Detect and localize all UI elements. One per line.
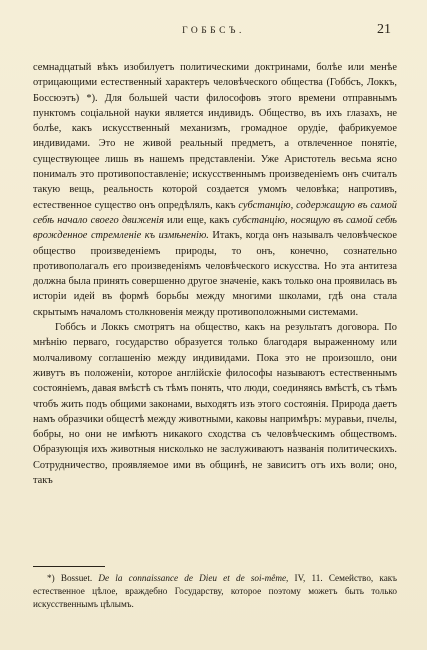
running-head: ГОББСЪ. (182, 26, 245, 36)
footnote-rule (33, 566, 105, 567)
text-run: *) Bossuet. (47, 573, 99, 583)
text-run: IV, 11. Семейство, какъ естественное цѣлое, враждебно Государству, которое поэтому можетъ быть только искусственнымъ цѣлымъ. (33, 573, 398, 609)
page-number: 21 (377, 22, 391, 37)
footnote (33, 572, 397, 611)
footnote-text (33, 572, 397, 611)
italic-run: субстанцію, содержащую въ самой себѣ начало своего движенія (33, 199, 397, 226)
italic-run: субстанцію, носящую въ самой себѣ врожденное стремленіе къ измѣненію. (33, 214, 397, 242)
paragraph-2 (33, 320, 397, 488)
italic-run: De la connaissance de Dieu et de soi-même, (98, 573, 289, 583)
text-run: Гоббсъ и Локкъ смотрятъ на общество, какъ на результатъ договора. По мнѣнію перваго, государство образуется только благодаря выраженному или молчаливому соглашенію между индивидами. Пока это не произошло, они живутъ въ положеніи, которое англійскіе философы называютъ естественнымъ состояніемъ, давая вмѣстѣ съ тѣмъ понять, что люди, соединяясь вмѣстѣ, съ тѣмъ чтобъ жить подъ общими законами, выходятъ изъ этого состоянія. Природа даетъ намъ образчики общестѣ между животными, каковы напримѣръ: муравьи, пчелы, бобры, но они не имѣютъ никакого сходства съ человѣческимъ обществомъ. Образующія ихъ животныя нисколько не заслуживаютъ названія политическихъ. Сотрудничество, проявляемое ими въ общинѣ, не зависитъ отъ ихъ воли; оно, такъ (33, 322, 397, 487)
paragraph-1 (33, 60, 397, 320)
text-run: Итакъ, когда онъ называлъ человѣческое общество произведеніемъ природы, то онъ, конечно, сознательно противополагалъ его произведеніямъ человѣческого искусства. Но эта антитеза должна была принять совершенно другое значеніе, какъ только она проявилась въ исторіи идей въ формѣ борьбы между многими школами, гдѣ она стала скрытымъ началомъ столкновенія между противоположными системами. (33, 230, 397, 318)
text-run: семнадцатый вѣкъ изобилуетъ политическими доктринами, болѣе или менѣе отрицающими естественный характеръ человѣческого общества (Гоббсъ, Локкъ, Боссюэтъ) *). Для большей части философовъ этого времени отправнымъ пунктомъ соціальной науки является индивидъ. Общество, въ ихъ глазахъ, не болѣе, какъ искусственный механизмъ, громадное орудіе, фабрикуемое индивидами. Это не живой реальный предметъ, а отвлеченное понятіе, существующее лишь въ нашемъ представленіи. Уже Аристотель весьма ясно понималъ это противопоставленіе; искусственнымъ произведеніемъ онъ считалъ такую вещь, реальность которой создается умомъ человѣка; напротивъ, естественное существо онъ опредѣлялъ, какъ (33, 62, 397, 211)
text-run: или еще, какъ (163, 214, 233, 226)
body-text (33, 60, 397, 488)
